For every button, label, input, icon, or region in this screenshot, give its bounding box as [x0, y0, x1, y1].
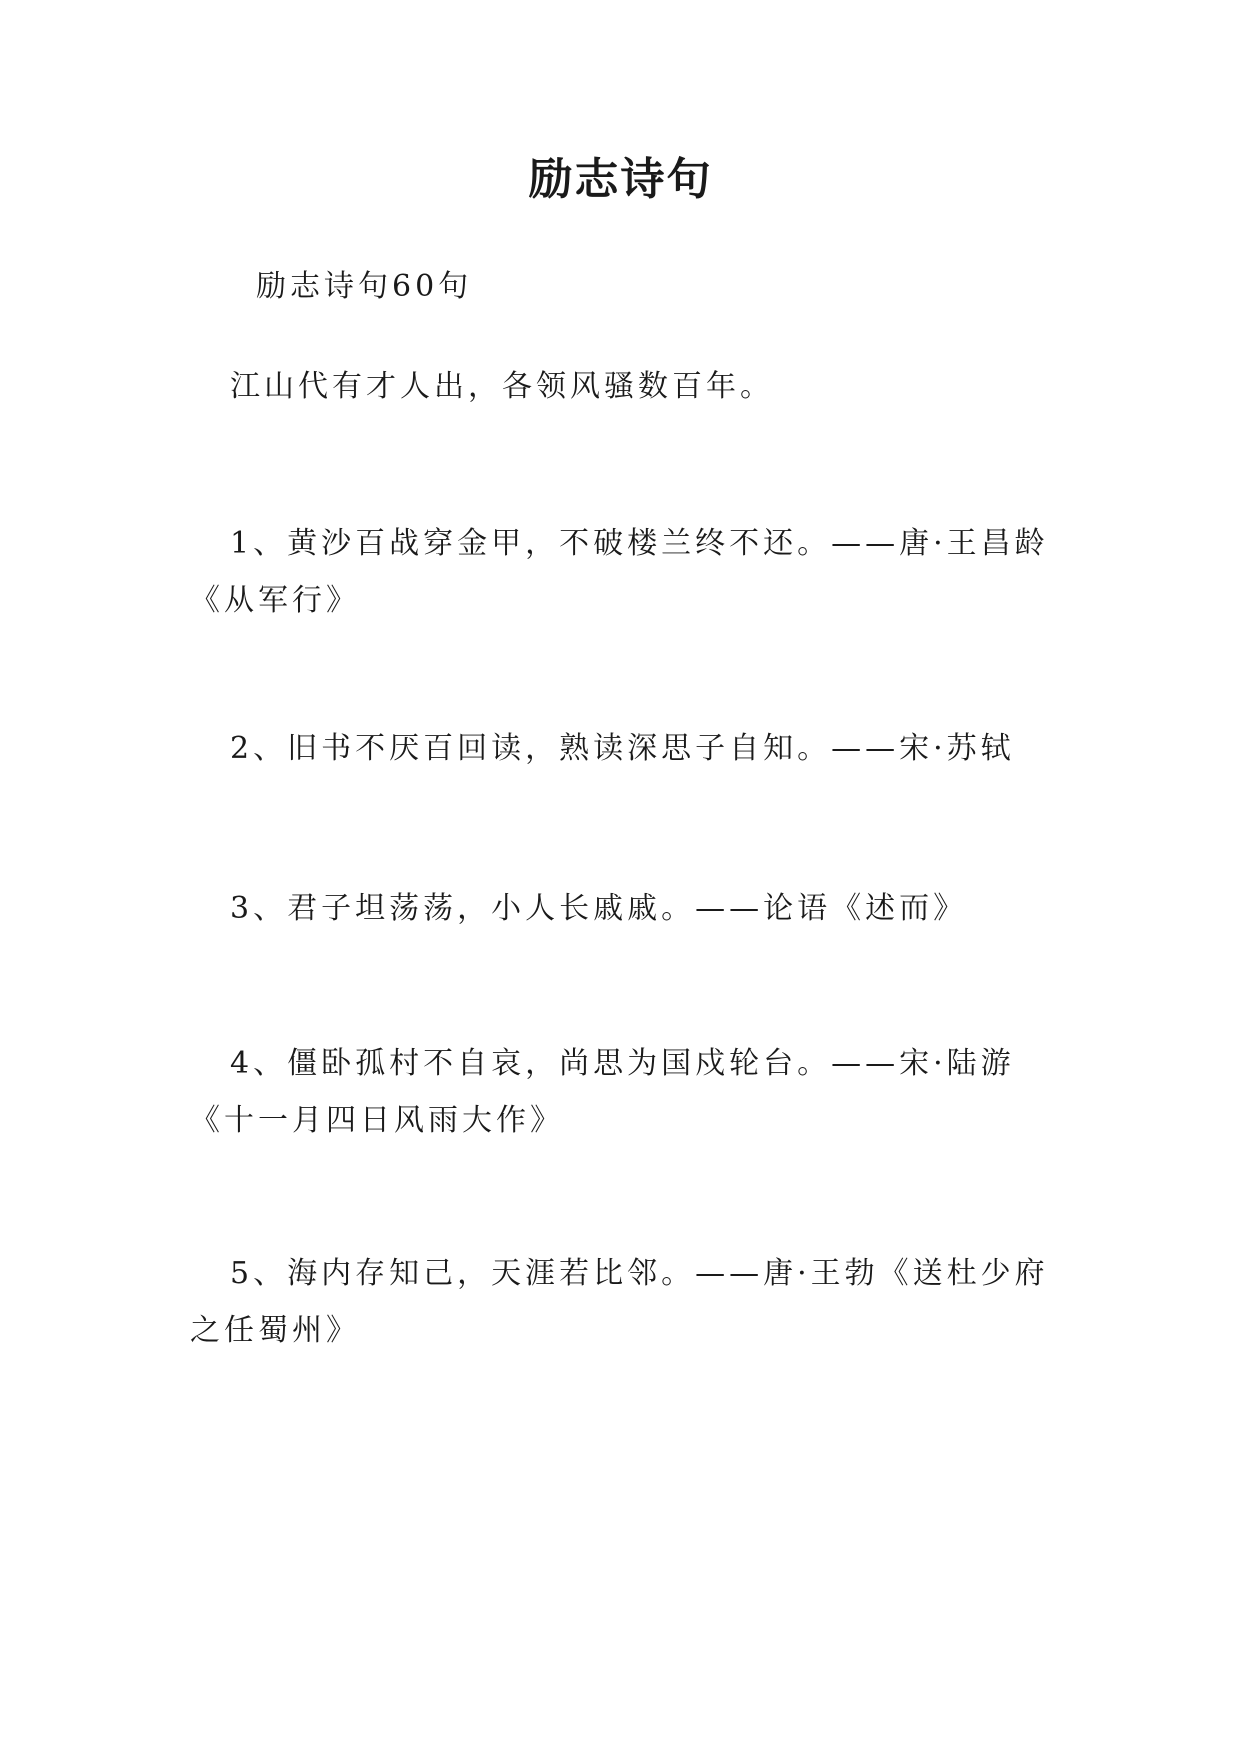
document-title: 励志诗句 [528, 154, 713, 205]
poem-line-2: 2、旧书不厌百回读，熟读深思子自知。——宋·苏轼 [230, 731, 1015, 766]
intro-line: 江山代有才人出，各领风骚数百年。 [230, 369, 774, 404]
poem-line-3: 3、君子坦荡荡，小人长戚戚。——论语《述而》 [230, 891, 968, 926]
document-subtitle: 励志诗句60句 [256, 269, 473, 304]
poem-line-5: 5、海内存知己，天涯若比邻。——唐·王勃《送杜少府之任蜀州》 [190, 1256, 1049, 1348]
poem-line-4: 4、僵卧孤村不自哀，尚思为国戍轮台。——宋·陆游《十一月四日风雨大作》 [190, 1046, 1015, 1138]
poem-line-1: 1、黄沙百战穿金甲，不破楼兰终不还。——唐·王昌龄《从军行》 [190, 526, 1049, 618]
